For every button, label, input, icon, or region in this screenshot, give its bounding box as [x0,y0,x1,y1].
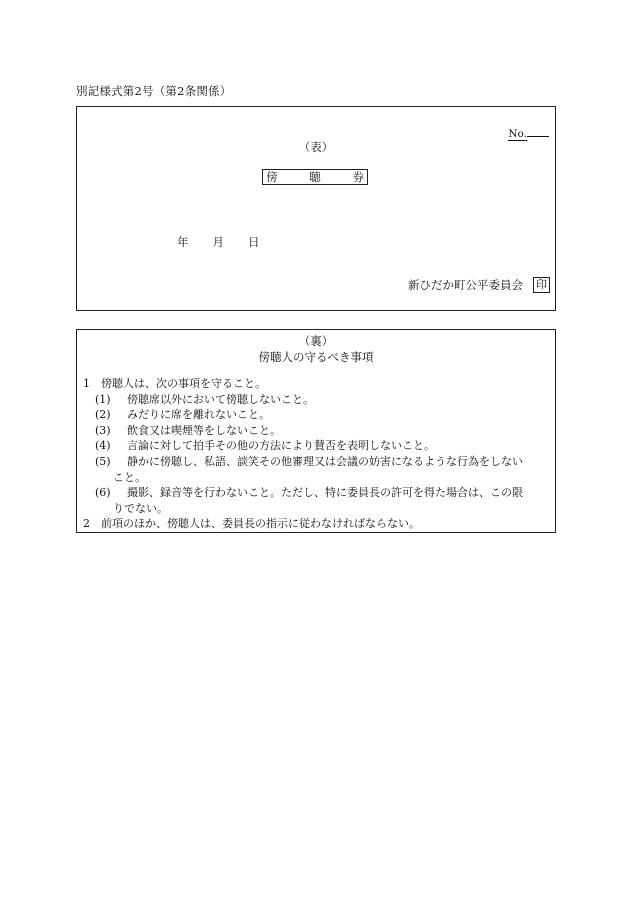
sub-rule-continuation: りでない。 [113,501,168,515]
issue-date [177,234,260,250]
rule-item [77,376,555,392]
sub-rule-number: (2) [95,408,111,422]
issuer-name: 新ひだか町公平委員会 [408,278,523,292]
sub-rule-item [77,407,555,423]
ticket-back-panel [76,329,556,533]
sub-rule-number: (6) [95,486,111,500]
front-side-label: （表） [298,140,334,154]
rule-number: 2 [83,517,90,531]
form-heading: 別記様式第2号（第2条関係） [76,84,232,98]
sub-rule-item [77,392,555,408]
ticket-number-blank [527,125,549,137]
date-year-unit: 年 [177,235,189,249]
sub-rule-number: (4) [95,439,111,453]
sub-rule-text: 言論に対して拍手その他の方法により賛否を表明しないこと。 [127,439,435,453]
ticket-number [508,125,549,140]
back-side-label: （裏） [298,334,334,348]
rule-number: 1 [83,377,90,390]
ticket-number-label: No. [508,128,527,140]
sub-rule-continuation: こと。 [113,470,146,484]
sub-rule-text: 撮影、録音等を行わないこと。ただし、特に委員長の許可を得た場合は、この限 [127,486,523,500]
rules-list [77,376,555,532]
rule-item [77,516,555,532]
ticket-title-char: 聴 [309,170,321,184]
sub-rule-text: みだりに席を離れないこと。 [127,408,270,422]
ticket-front-panel [76,106,556,311]
sub-rule-text: 静かに傍聴し、私語、談笑その他審理又は会議の妨害になるような行為をしない [127,454,523,468]
sub-rule-item [77,423,555,439]
sub-rule-text: 傍聴席以外において傍聴しないこと。 [127,392,314,406]
sub-rule-number: (5) [95,454,111,468]
rule-text: 前項のほか、傍聴人は、委員長の指示に従わなければならない。 [101,517,420,531]
ticket-title-char: 券 [352,170,364,184]
sub-rule-number: (1) [95,392,111,406]
sub-rule-text: 飲食又は喫煙等をしないこと。 [127,423,281,437]
ticket-title-char: 傍 [266,170,278,184]
date-month-unit: 月 [212,235,224,249]
date-day-unit: 日 [248,235,260,249]
seal-mark: 印 [533,277,550,293]
rule-text: 傍聴人は、次の事項を守ること。 [101,377,266,390]
sub-rule-number: (3) [95,423,111,437]
rules-title: 傍聴人の守るべき事項 [258,350,374,364]
issuer [408,277,550,293]
sub-rule-item [77,485,555,501]
ticket-title [262,169,368,185]
sub-rule-item [77,438,555,454]
sub-rule-item [77,454,555,470]
